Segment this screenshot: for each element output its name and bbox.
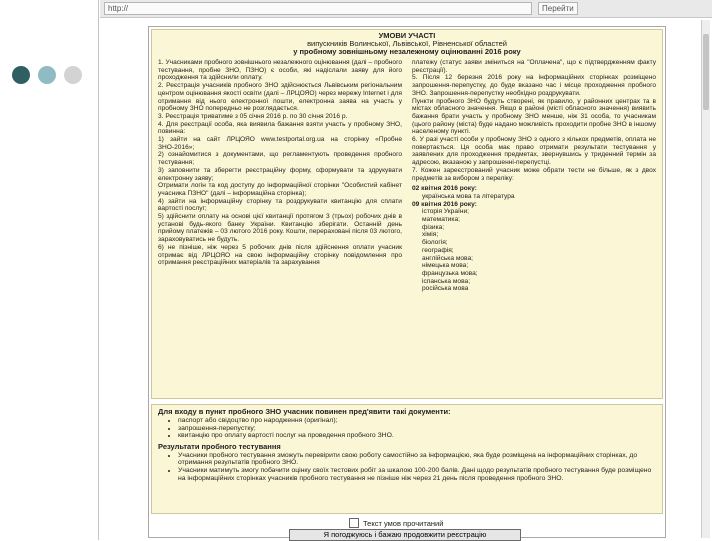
left-para: 5) здійснити оплату на основі цієї квитанції протягом 3 (трьох) робочих днів в установі будь-якого банку України. Квитанцію зберігати. Останній день прийому платежів – 03 лютого 2016 року. Кошти, перераховані після 03 лютого, зараховуватись не будуть. [158,213,402,244]
conditions-title [152,30,662,56]
registration-frame [148,26,666,538]
slide-dots [12,66,82,84]
requirements-list [158,417,656,440]
left-para: 2. Реєстрація учасників пробного ЗНО здійснюється Львівським регіональним центром оцінювання якості освіти (далі – ЛРЦОЯО) через мережу Internet і для отримання від нього електронної пошти, електронна заява на участь у пробному ЗНО попередньо не розглядається. [158,82,402,113]
date-1-heading: 02 квітня 2016 року: [412,185,477,193]
address-bar[interactable]: http:// [104,2,532,15]
left-para: Отримати логін та код доступу до інформаційної сторінки "Особистий кабінет учасника ПЗНО" (далі – інформаційна сторінка); [158,182,402,197]
title-line-1: УМОВИ УЧАСТІ [378,31,436,40]
go-button[interactable]: Перейти [538,2,578,15]
read-confirm-checkbox[interactable] [349,518,359,528]
left-para: 1. Учасниками пробного зовнішнього незалежного оцінювання (далі – пробного тестування, пробне ЗНО, ПЗНО) є особи, які надіслали заяву для його проходження та здійснили оплату. [158,59,402,82]
subject-item: хімія; [422,231,439,239]
slide-divider-line [98,0,99,540]
date-1-item: українська мова та література [422,192,515,200]
dot-dark [12,66,30,84]
right-para: 5. Після 12 березня 2016 року на інформаційних сторінках розміщено запрошення-перепустку, до буде вказано час і місце проходження пробного ЗНО. Запрошення-перепустку необхідно роздрукувати. [412,74,656,97]
subject-item: фізика; [422,223,445,231]
date-2-heading: 09 квітня 2016 року: [412,200,477,208]
results-item: • Учасники матимуть змогу побачити оцінку своїх тестових робіт за шкалою 100-200 балів. Дані щодо результатів пробного тестування буде розміщено на інформаційних сторінках учасників пробного тестування не пізніше ніж через 21 день після проведення пробного ЗНО. [178,467,656,482]
title-line-3: у пробному зовнішньому незалежному оцінюванні 2016 року [293,47,521,56]
subject-item: французька мова; [422,269,478,277]
requirement-item: • запрошення-перепустку; [178,425,656,433]
left-para: 3. Реєстрація триватиме з 05 січня 2016 р. по 30 січня 2016 р. [158,112,348,120]
read-confirm-label: Текст умов прочитаний [363,518,444,528]
requirements-panel [151,404,663,514]
requirement-item: • квитанцію про оплату вартості послуг на проведення пробного ЗНО. [178,432,656,440]
requirement-item: • паспорт або свідоцтво про народження (оригінал); [178,417,656,425]
subject-item: англійська мова; [422,254,473,262]
results-heading: Результати пробного тестування [158,441,281,451]
subject-item: історія України; [422,208,470,216]
conditions-panel [151,29,663,399]
requirements-heading: Для входу в пункт пробного ЗНО учасник повинен пред'явити такі документи: [158,407,451,416]
subject-item: іспанська мова; [422,277,471,285]
subject-item: біологія; [422,239,448,247]
subject-item: російська мова [422,285,469,293]
subject-item: німецька мова; [422,262,469,270]
left-column [158,59,402,293]
agree-continue-button[interactable]: Я погоджуюсь і бажаю продовжити реєстрацію [289,529,521,541]
left-para: 6) не пізніше, ніж через 5 робочих днів після здійснення оплати учасник отримає від ЛРЦОЯО на свою інформаційну сторінку повідомлення про отримання реєстраційних матеріалів та зарахування [158,243,402,267]
scrollbar-thumb[interactable] [703,34,709,110]
right-column [412,59,656,293]
right-para: Пункти пробного ЗНО будуть створені, як правило, у районних центрах та в містах обласного значення. Якщо в районі (місті обласного значення) виявить бажання брати участь у пробному ЗНО менше, ніж 31 особа, то учасникам (цього району (міста) буде надано можливість проходити пробне ЗНО в іншому населеному пункті. [412,97,656,136]
right-para: 6. У разі участі особи у пробному ЗНО з одного з кількох предметів, оплата не повертається. Ця особа має право отримати результати тестування у заявлених для проходження предметах, звернувшись у триденний термін за адресою, вказаною у запрошенні-перепустці. [412,136,656,167]
subject-item: географія; [422,246,454,254]
left-para: 2) ознайомитися з документами, що регламентують проведення пробного тестування; [158,151,402,167]
dot-light [38,66,56,84]
subject-item: математика; [422,216,460,224]
title-line-2: випускників Волинської, Львівської, Рівненської областей [307,39,507,48]
left-para: 3) заповнити та зберегти реєстраційну форму, сформувати та здрукувати електронну заяву; [158,166,402,182]
left-para: 4) зайти на інформаційну сторінку та роздрукувати квитанцію для сплати вартості послуг; [158,197,402,213]
left-para: 1) зайти на сайт ЛРЦОЯО www.testportal.org.ua на сторінку «Пробне ЗНО-2016»; [158,136,402,151]
dot-grey [64,66,82,84]
read-confirm-row [349,518,443,528]
left-para: 4. Для реєстрації особа, яка виявила бажання взяти участь у пробному ЗНО, повинна: [158,120,402,136]
right-para: 7. Кожен зареєстрований учасник може обрати тести не більше, як з двох предметів за вибором з переліку: [412,166,656,182]
right-para: платежу (статус заяви зміниться на "Оплачена", що є підтвердженням факту реєстрації). [412,59,656,74]
conditions-columns [152,56,662,293]
page-scrollbar[interactable] [701,20,710,538]
results-list [158,452,656,482]
browser-toolbar [100,0,712,18]
results-item: • Учасники пробного тестування зможуть перевірити свою роботу самостійно за інформацією, яка буде розміщена на інформаційних сторінках, до отримання результатів пробного ЗНО. [178,452,656,467]
